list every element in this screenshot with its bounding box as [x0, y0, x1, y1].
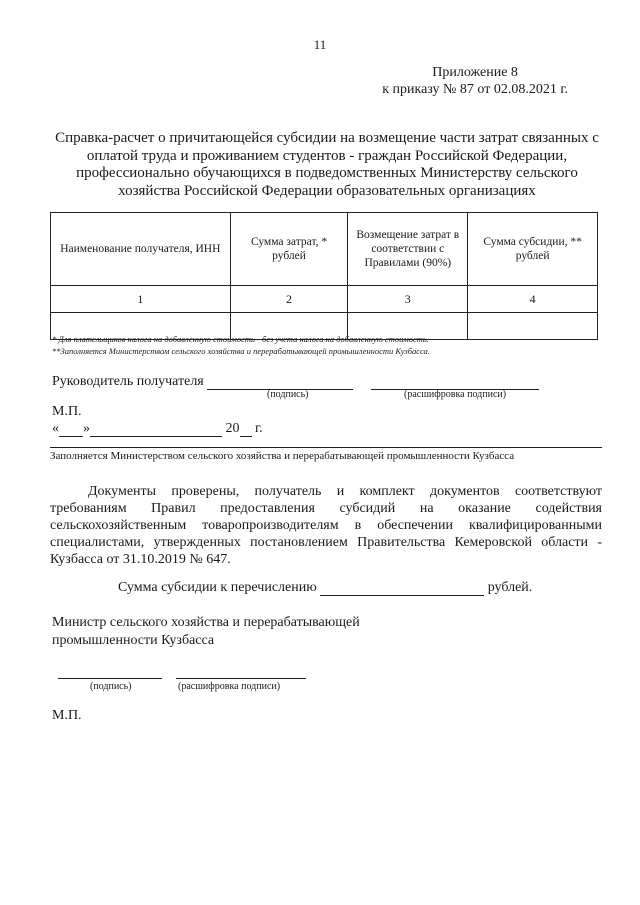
transfer-amount-field[interactable] [320, 595, 484, 596]
recipient-signature-caption: (подпись) [267, 389, 309, 400]
recipient-stamp: М.П. [52, 404, 82, 419]
date-day-field[interactable] [59, 436, 83, 437]
table-cell-subsidy[interactable] [468, 313, 598, 340]
date-month-field[interactable] [90, 436, 222, 437]
recipient-label: Руководитель получателя [52, 374, 204, 389]
verification-text: Документы проверены, получатель и комплект документов соответствуют требованиям Правил предоставления субсидий на оказание содействия сельскохозяйственным товаропроизводителям в обеспечении квалифицированными специалистами, утвержденных постановлением Правительства Кемеровской области - Кузбасса от 31.10.2019 № 647. [50, 484, 602, 567]
recipient-signature-row [52, 374, 539, 390]
date-year-field[interactable] [240, 436, 252, 437]
minister-stamp: М.П. [52, 708, 82, 723]
appendix-order-ref: к приказу № 87 от 02.08.2021 г. [382, 82, 568, 97]
footnote-1: * Для плательщиков налога на добавленную стоимость - без учета налога на добавленную стоимость. [52, 334, 429, 344]
column-number: 3 [348, 286, 468, 313]
minister-title-line1: Министр сельского хозяйства и перерабатывающей [52, 615, 360, 630]
minister-signature-field[interactable] [58, 678, 162, 679]
date-year-suffix: г. [255, 421, 263, 436]
column-number: 4 [468, 286, 598, 313]
column-number: 2 [230, 286, 348, 313]
appendix-block [382, 64, 568, 98]
minister-signature-caption: (подпись) [90, 681, 132, 692]
minister-block [52, 614, 360, 650]
date-row [52, 421, 263, 437]
recipient-decode-caption: (расшифровка подписи) [404, 389, 507, 400]
footnote-2: **Заполняется Министерством сельского хозяйства и перерабатывающей промышленности Кузбасса. [52, 346, 430, 356]
column-number: 1 [51, 286, 231, 313]
minister-title-line2: промышленности Кузбасса [52, 633, 215, 648]
subsidy-table [50, 212, 598, 340]
page-number: 11 [313, 37, 327, 52]
transfer-row [118, 580, 532, 596]
ministry-fill-note: Заполняется Министерством сельского хозяйства и перерабатывающей промышленности Кузбасса [50, 450, 515, 462]
minister-decode-caption: (расшифровка подписи) [178, 681, 281, 692]
header-subsidy: Сумма субсидии, ** рублей [468, 213, 598, 286]
section-divider [50, 447, 602, 448]
table-header-row [51, 213, 598, 286]
verification-paragraph [50, 483, 602, 568]
date-open-quote: « [52, 421, 59, 436]
appendix-title: Приложение 8 [432, 65, 518, 80]
header-reimbursement: Возмещение затрат в соответствии с Правилами (90%) [348, 213, 468, 286]
minister-decode-field[interactable] [176, 678, 306, 679]
date-year-prefix: 20 [225, 421, 240, 436]
date-close-quote: » [83, 421, 90, 436]
transfer-label: Сумма субсидии к перечислению [118, 580, 317, 595]
header-recipient: Наименование получателя, ИНН [51, 213, 231, 286]
document-title: Справка-расчет о причитающейся субсидии на возмещение части затрат связанных с оплатой труда и проживанием студентов - граждан Российской Федерации, профессионально обучающихся в подведомственных Министерству сельского хозяйства Российской Федерации образовательных организациях [55, 130, 599, 199]
transfer-unit: рублей. [487, 580, 533, 595]
table-number-row [51, 286, 598, 313]
header-costs: Сумма затрат, * рублей [230, 213, 348, 286]
